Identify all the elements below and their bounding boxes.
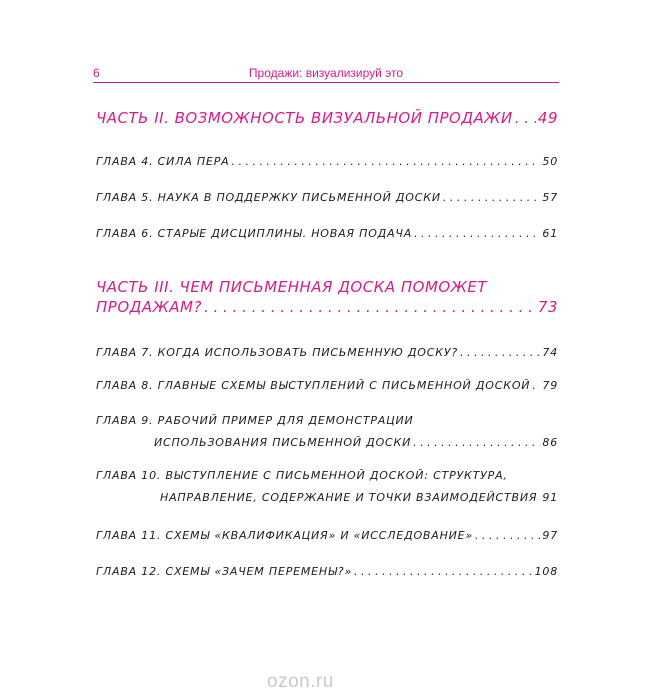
toc-chapter-title: ГЛАВА 11. СХЕМЫ «КВАЛИФИКАЦИЯ» И «ИССЛЕДОВАНИЕ» bbox=[96, 529, 474, 542]
dot-leader bbox=[443, 191, 541, 204]
toc-chapter-title: ИСПОЛЬЗОВАНИЯ ПИСЬМЕННОЙ ДОСКИ bbox=[154, 436, 412, 449]
toc-part-title: ПРОДАЖАМ? bbox=[96, 298, 202, 316]
dot-leader bbox=[460, 346, 540, 359]
toc-chapter-title: ГЛАВА 5. НАУКА В ПОДДЕРЖКУ ПИСЬМЕННОЙ ДОСКИ bbox=[96, 191, 441, 204]
dot-leader bbox=[532, 379, 540, 392]
toc-part-3-line-1: ЧАСТЬ III. ЧЕМ ПИСЬМЕННАЯ ДОСКА ПОМОЖЕТ bbox=[96, 278, 488, 296]
running-head bbox=[93, 66, 559, 80]
toc-chapter-12 bbox=[96, 565, 558, 578]
toc-page-number: 57 bbox=[542, 191, 558, 204]
toc-chapter-title: ГЛАВА 7. КОГДА ИСПОЛЬЗОВАТЬ ПИСЬМЕННУЮ ДОСКУ? bbox=[96, 346, 458, 359]
toc-chapter-7 bbox=[96, 346, 558, 359]
toc-chapter-title: ГЛАВА 8. ГЛАВНЫЕ СХЕМЫ ВЫСТУПЛЕНИЙ С ПИСЬМЕННОЙ ДОСКОЙ bbox=[96, 379, 531, 392]
dot-leader bbox=[414, 227, 540, 240]
toc-chapter-4 bbox=[96, 155, 558, 168]
dot-leader bbox=[413, 436, 540, 449]
dot-leader bbox=[204, 298, 536, 316]
toc-page-number: 79 bbox=[542, 379, 558, 392]
toc-chapter-8 bbox=[96, 379, 558, 392]
toc-chapter-6 bbox=[96, 227, 558, 240]
toc-page-number: 97 bbox=[542, 529, 558, 542]
toc-page-number: 91 bbox=[542, 491, 558, 504]
page-number: 6 bbox=[93, 66, 100, 80]
toc-chapter-title: ГЛАВА 12. СХЕМЫ «ЗАЧЕМ ПЕРЕМЕНЫ?» bbox=[96, 565, 353, 578]
running-title: Продажи: визуализируй это bbox=[248, 66, 404, 80]
toc-page-number: 86 bbox=[542, 436, 558, 449]
ozon-watermark: ozon.ru bbox=[267, 671, 334, 692]
toc-page-number: 49 bbox=[537, 109, 558, 127]
toc-chapter-title: ГЛАВА 6. СТАРЫЕ ДИСЦИПЛИНЫ. НОВАЯ ПОДАЧА bbox=[96, 227, 413, 240]
dot-leader bbox=[475, 529, 540, 542]
toc-page-number: 73 bbox=[537, 298, 558, 316]
dot-leader bbox=[231, 155, 540, 168]
toc-chapter-title: НАПРАВЛЕНИЕ, СОДЕРЖАНИЕ И ТОЧКИ ВЗАИМОДЕЙСТВИЯ bbox=[160, 491, 538, 504]
toc-chapter-5 bbox=[96, 191, 558, 204]
toc-part-2 bbox=[96, 109, 558, 127]
dot-leader bbox=[515, 109, 536, 127]
dot-leader bbox=[354, 565, 533, 578]
toc-chapter-9-line-1: ГЛАВА 9. РАБОЧИЙ ПРИМЕР ДЛЯ ДЕМОНСТРАЦИИ bbox=[96, 414, 414, 427]
toc-page-number: 108 bbox=[534, 565, 558, 578]
toc-page-number: 74 bbox=[542, 346, 558, 359]
toc-chapter-title: ГЛАВА 4. СИЛА ПЕРА bbox=[96, 155, 230, 168]
toc-chapter-9 bbox=[154, 436, 558, 449]
header-rule bbox=[93, 82, 559, 83]
toc-page-number: 61 bbox=[542, 227, 558, 240]
toc-part-title: ЧАСТЬ II. ВОЗМОЖНОСТЬ ВИЗУАЛЬНОЙ ПРОДАЖИ bbox=[96, 109, 513, 127]
toc-chapter-11 bbox=[96, 529, 558, 542]
toc-chapter-10 bbox=[160, 491, 558, 504]
dot-leader bbox=[539, 491, 540, 504]
toc-chapter-10-line-1: ГЛАВА 10. ВЫСТУПЛЕНИЕ С ПИСЬМЕННОЙ ДОСКОЙ: СТРУКТУРА, bbox=[96, 469, 508, 482]
toc-page-number: 50 bbox=[542, 155, 558, 168]
toc-part-3 bbox=[96, 298, 558, 316]
